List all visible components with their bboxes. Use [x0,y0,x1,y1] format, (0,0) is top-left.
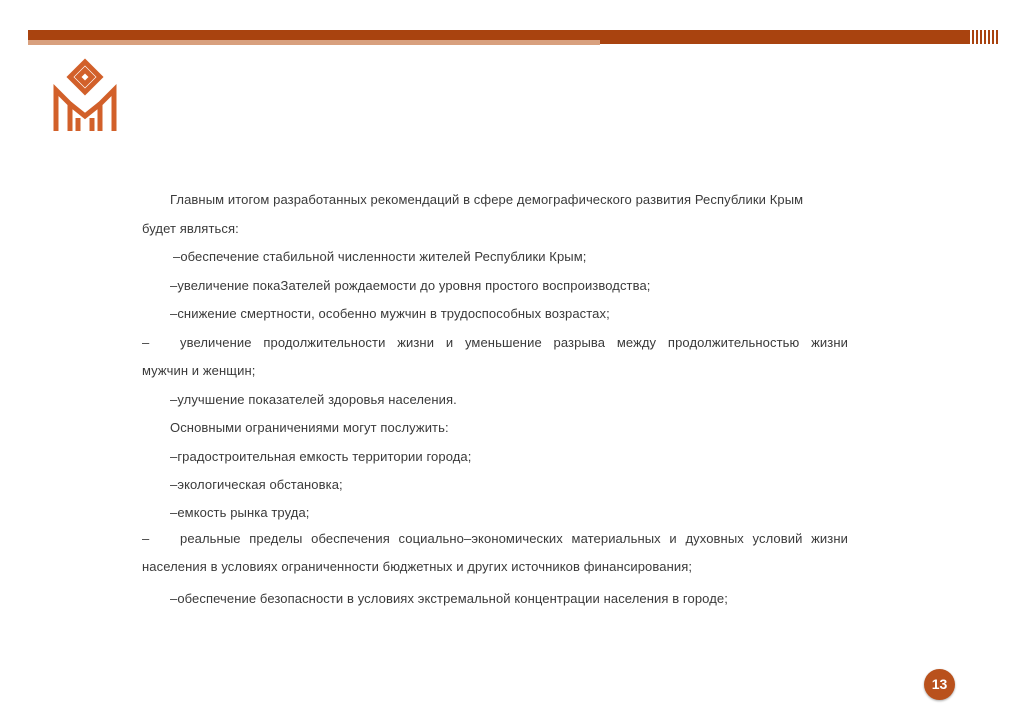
limits-line-2: населения в условиях ограниченности бюджетных и других источников финансирования; [142,559,693,574]
header-bar-highlight [28,40,600,45]
header-decorative-bar [28,30,998,48]
intro-line-2: будет являться: [142,220,239,236]
header-bar-ticks [968,30,998,44]
result-item: –снижение смертности, особенно мужчин в трудоспособных возрастах; [170,306,610,321]
result-item: –увеличение покаЗателей рождаемости до уровня простого воспроизводства; [170,277,651,293]
page-number-badge: 13 [924,669,955,700]
constraint-item: –экологическая обстановка; [170,477,343,492]
limits-item [142,525,848,554]
slide-body [142,186,848,616]
list-dash: – [142,530,150,546]
safety-item: –обеспечение безопасности в условиях экстремальной концентрации населения в городе; [170,590,728,606]
health-item: –улучшение показателей здоровья населения. [170,391,457,407]
result-item: –обеспечение стабильной численности жителей Республики Крым; [173,249,587,264]
life-expectancy-line-2: мужчин и женщин; [142,363,256,378]
life-expectancy-line-1: увеличение продолжительности жизни и уменьшение разрыва между продолжительностью жизни [180,334,848,350]
constraint-item: –градостроительная емкость территории города; [170,448,472,464]
list-dash: – [142,334,150,350]
constraint-item: –емкость рынка труда; [170,504,310,520]
intro-line-1: Главным итогом разработанных рекомендаций в сфере демографического развития Республики Крым [170,192,804,207]
life-expectancy-item [142,329,848,358]
ornamental-monogram-icon [50,58,120,134]
limits-line-1: реальные пределы обеспечения социально–экономических материальных и духовных условий жизни [180,530,848,546]
constraints-intro: Основными ограничениями могут послужить: [170,420,449,435]
